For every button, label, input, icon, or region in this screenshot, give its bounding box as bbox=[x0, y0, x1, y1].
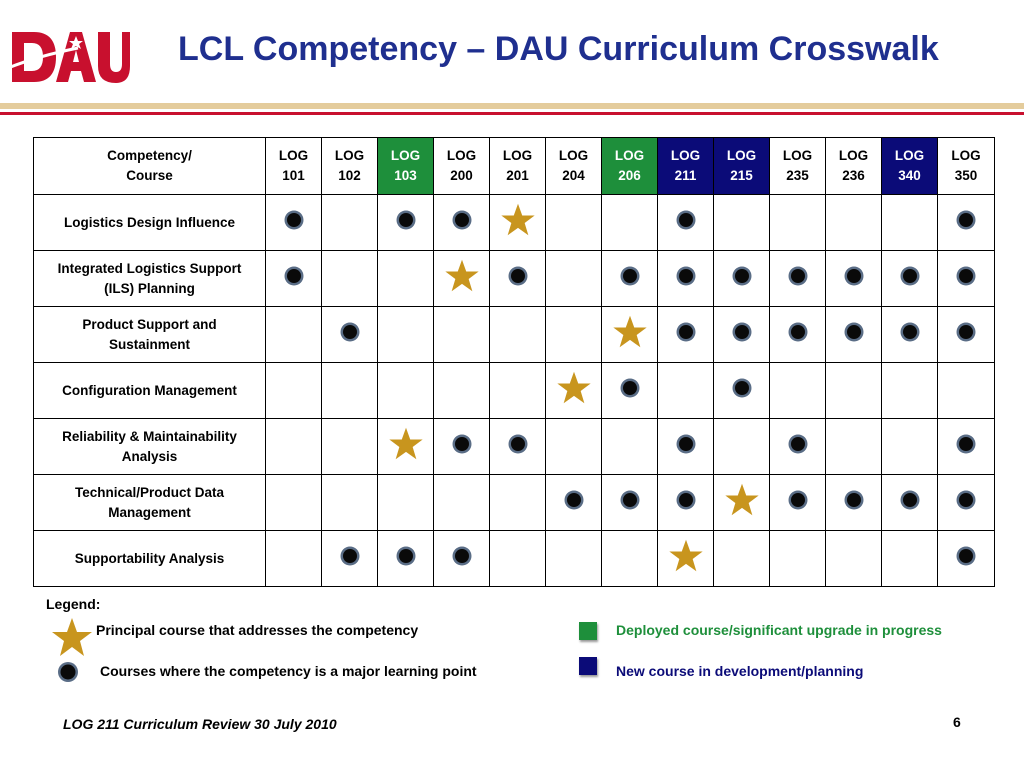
crosswalk-cell bbox=[378, 531, 434, 587]
table-row bbox=[34, 307, 995, 363]
crosswalk-cell bbox=[378, 307, 434, 363]
major-point-dot-icon bbox=[396, 210, 416, 230]
footer-text: LOG 211 Curriculum Review 30 July 2010 bbox=[63, 716, 337, 732]
crosswalk-cell bbox=[490, 419, 546, 475]
course-header-204 bbox=[546, 138, 602, 195]
crosswalk-cell bbox=[266, 363, 322, 419]
legend-dot-icon bbox=[57, 661, 79, 683]
crosswalk-cell bbox=[434, 195, 490, 251]
crosswalk-table bbox=[33, 137, 995, 587]
competency-label-line: Product Support and bbox=[82, 316, 217, 332]
crosswalk-cell bbox=[826, 419, 882, 475]
major-point-dot-icon bbox=[956, 266, 976, 286]
crosswalk-cell bbox=[266, 419, 322, 475]
crosswalk-cell bbox=[602, 363, 658, 419]
major-point-dot-icon bbox=[956, 490, 976, 510]
major-point-dot-icon bbox=[452, 546, 472, 566]
crosswalk-cell bbox=[714, 251, 770, 307]
course-header-200 bbox=[434, 138, 490, 195]
major-point-dot-icon bbox=[844, 266, 864, 286]
principal-course-star-icon bbox=[668, 538, 704, 574]
crosswalk-cell bbox=[714, 363, 770, 419]
crosswalk-cell bbox=[770, 363, 826, 419]
competency-label bbox=[34, 475, 266, 531]
crosswalk-cell bbox=[602, 307, 658, 363]
course-number: 200 bbox=[450, 168, 473, 183]
crosswalk-cell bbox=[714, 195, 770, 251]
crosswalk-cell bbox=[938, 195, 995, 251]
competency-label-line: Technical/Product Data bbox=[74, 484, 225, 500]
table-row bbox=[34, 363, 995, 419]
crosswalk-cell bbox=[882, 251, 938, 307]
course-number: 101 bbox=[282, 168, 305, 183]
crosswalk-cell bbox=[826, 363, 882, 419]
crosswalk-cell bbox=[266, 251, 322, 307]
crosswalk-cell bbox=[434, 419, 490, 475]
corner-header bbox=[34, 138, 266, 195]
table-body bbox=[34, 195, 995, 587]
crosswalk-cell bbox=[322, 363, 378, 419]
major-point-dot-icon bbox=[732, 378, 752, 398]
course-number: 204 bbox=[562, 168, 585, 183]
course-prefix: LOG bbox=[502, 148, 533, 163]
major-point-dot-icon bbox=[788, 434, 808, 454]
crosswalk-cell bbox=[770, 531, 826, 587]
course-prefix: LOG bbox=[334, 148, 365, 163]
crosswalk-cell bbox=[602, 531, 658, 587]
competency-label bbox=[34, 419, 266, 475]
competency-label bbox=[34, 195, 266, 251]
competency-label-line: (ILS) Planning bbox=[104, 280, 195, 296]
course-header-103 bbox=[378, 138, 434, 195]
crosswalk-cell bbox=[826, 251, 882, 307]
page-title: LCL Competency – DAU Curriculum Crosswalk bbox=[178, 30, 939, 68]
course-header-235 bbox=[770, 138, 826, 195]
crosswalk-cell bbox=[546, 531, 602, 587]
course-header-102 bbox=[322, 138, 378, 195]
course-header-206 bbox=[602, 138, 658, 195]
major-point-dot-icon bbox=[956, 210, 976, 230]
major-point-dot-icon bbox=[844, 322, 864, 342]
major-point-dot-icon bbox=[900, 490, 920, 510]
crosswalk-cell bbox=[490, 195, 546, 251]
crosswalk-cell bbox=[434, 363, 490, 419]
principal-course-star-icon bbox=[724, 482, 760, 518]
crosswalk-cell bbox=[434, 531, 490, 587]
crosswalk-cell bbox=[826, 475, 882, 531]
major-point-dot-icon bbox=[732, 266, 752, 286]
crosswalk-cell bbox=[322, 475, 378, 531]
crosswalk-cell bbox=[434, 475, 490, 531]
competency-label-line: Management bbox=[108, 504, 191, 520]
crosswalk-cell bbox=[546, 475, 602, 531]
crosswalk-cell bbox=[938, 307, 995, 363]
course-prefix: LOG bbox=[670, 148, 701, 163]
crosswalk-cell bbox=[434, 307, 490, 363]
course-prefix: LOG bbox=[446, 148, 477, 163]
crosswalk-cell bbox=[826, 307, 882, 363]
crosswalk-cell bbox=[938, 419, 995, 475]
course-number: 215 bbox=[730, 168, 753, 183]
course-number: 103 bbox=[394, 168, 417, 183]
page-number: 6 bbox=[953, 714, 961, 730]
course-prefix: LOG bbox=[951, 148, 981, 163]
crosswalk-cell bbox=[882, 195, 938, 251]
course-prefix: LOG bbox=[614, 148, 645, 163]
major-point-dot-icon bbox=[676, 210, 696, 230]
major-point-dot-icon bbox=[956, 546, 976, 566]
competency-label-line: Configuration Management bbox=[62, 382, 237, 398]
crosswalk-cell bbox=[546, 419, 602, 475]
course-number: 201 bbox=[506, 168, 529, 183]
major-point-dot-icon bbox=[788, 266, 808, 286]
major-point-dot-icon bbox=[396, 546, 416, 566]
major-point-dot-icon bbox=[844, 490, 864, 510]
crosswalk-cell bbox=[546, 307, 602, 363]
crosswalk-cell bbox=[434, 251, 490, 307]
crosswalk-cell bbox=[490, 251, 546, 307]
course-number: 350 bbox=[954, 168, 978, 183]
crosswalk-cell bbox=[882, 419, 938, 475]
major-point-dot-icon bbox=[564, 490, 584, 510]
crosswalk-cell bbox=[882, 475, 938, 531]
major-point-dot-icon bbox=[900, 322, 920, 342]
corner-header-line2: Course bbox=[126, 168, 173, 183]
crosswalk-cell bbox=[882, 363, 938, 419]
crosswalk-cell bbox=[714, 531, 770, 587]
major-point-dot-icon bbox=[956, 434, 976, 454]
major-point-dot-icon bbox=[900, 266, 920, 286]
course-header-211 bbox=[658, 138, 714, 195]
course-number: 340 bbox=[898, 168, 921, 183]
course-header-201 bbox=[490, 138, 546, 195]
table-row bbox=[34, 251, 995, 307]
principal-course-star-icon bbox=[612, 314, 648, 350]
crosswalk-cell bbox=[658, 251, 714, 307]
crosswalk-cell bbox=[266, 531, 322, 587]
corner-header-line1: Competency/ bbox=[107, 148, 192, 163]
competency-label-line: Reliability & Maintainability bbox=[62, 428, 237, 444]
major-point-dot-icon bbox=[284, 210, 304, 230]
crosswalk-cell bbox=[714, 307, 770, 363]
crosswalk-cell bbox=[602, 419, 658, 475]
crosswalk-cell bbox=[658, 475, 714, 531]
crosswalk-cell bbox=[266, 475, 322, 531]
competency-label bbox=[34, 531, 266, 587]
crosswalk-cell bbox=[378, 363, 434, 419]
course-prefix: LOG bbox=[782, 148, 813, 163]
crosswalk-cell bbox=[826, 195, 882, 251]
crosswalk-cell bbox=[658, 419, 714, 475]
major-point-dot-icon bbox=[788, 490, 808, 510]
major-point-dot-icon bbox=[508, 266, 528, 286]
crosswalk-cell bbox=[770, 475, 826, 531]
course-header-340 bbox=[882, 138, 938, 195]
crosswalk-cell bbox=[322, 251, 378, 307]
course-prefix: LOG bbox=[558, 148, 589, 163]
crosswalk-cell bbox=[714, 475, 770, 531]
principal-course-star-icon bbox=[500, 202, 536, 238]
course-header-101 bbox=[266, 138, 322, 195]
legend-star-icon bbox=[50, 615, 94, 659]
major-point-dot-icon bbox=[508, 434, 528, 454]
competency-label-line: Logistics Design Influence bbox=[63, 214, 236, 230]
table-row bbox=[34, 531, 995, 587]
gold-divider bbox=[0, 103, 1024, 109]
crosswalk-cell bbox=[378, 419, 434, 475]
crosswalk-cell bbox=[658, 307, 714, 363]
crosswalk-cell bbox=[490, 363, 546, 419]
major-point-dot-icon bbox=[620, 378, 640, 398]
crosswalk-cell bbox=[882, 307, 938, 363]
competency-label bbox=[34, 307, 266, 363]
major-point-dot-icon bbox=[340, 546, 360, 566]
crosswalk-cell bbox=[658, 363, 714, 419]
crosswalk-cell bbox=[602, 475, 658, 531]
major-point-dot-icon bbox=[788, 322, 808, 342]
legend-title: Legend: bbox=[46, 596, 101, 612]
major-point-dot-icon bbox=[620, 490, 640, 510]
legend-deployed-text: Deployed course/significant upgrade in progress bbox=[616, 622, 942, 638]
crosswalk-cell bbox=[602, 195, 658, 251]
crosswalk-cell bbox=[770, 419, 826, 475]
crosswalk-cell bbox=[266, 195, 322, 251]
red-divider bbox=[0, 112, 1024, 115]
crosswalk-cell bbox=[378, 475, 434, 531]
principal-course-star-icon bbox=[444, 258, 480, 294]
course-prefix: LOG bbox=[838, 148, 869, 163]
major-point-dot-icon bbox=[676, 266, 696, 286]
course-number: 211 bbox=[674, 168, 697, 183]
competency-label bbox=[34, 251, 266, 307]
major-point-dot-icon bbox=[284, 266, 304, 286]
major-point-dot-icon bbox=[676, 434, 696, 454]
competency-label-line: Analysis bbox=[121, 448, 178, 464]
crosswalk-cell bbox=[546, 251, 602, 307]
crosswalk-cell bbox=[490, 475, 546, 531]
crosswalk-cell bbox=[770, 251, 826, 307]
principal-course-star-icon bbox=[388, 426, 424, 462]
crosswalk-cell bbox=[938, 363, 995, 419]
crosswalk-cell bbox=[938, 251, 995, 307]
legend-deployed-swatch bbox=[579, 622, 597, 640]
header-row bbox=[34, 138, 995, 195]
principal-course-star-icon bbox=[556, 370, 592, 406]
table-row bbox=[34, 195, 995, 251]
crosswalk-cell bbox=[546, 195, 602, 251]
table-row bbox=[34, 475, 995, 531]
major-point-dot-icon bbox=[452, 434, 472, 454]
crosswalk-cell bbox=[882, 531, 938, 587]
course-header-236 bbox=[826, 138, 882, 195]
crosswalk-cell bbox=[378, 195, 434, 251]
crosswalk-cell bbox=[490, 307, 546, 363]
major-point-dot-icon bbox=[620, 266, 640, 286]
crosswalk-cell bbox=[322, 531, 378, 587]
course-header-215 bbox=[714, 138, 770, 195]
major-point-dot-icon bbox=[676, 490, 696, 510]
major-point-dot-icon bbox=[452, 210, 472, 230]
legend-new-text: New course in development/planning bbox=[616, 663, 864, 679]
crosswalk-cell bbox=[938, 475, 995, 531]
course-prefix: LOG bbox=[390, 148, 421, 163]
competency-label-line: Sustainment bbox=[108, 336, 190, 352]
table-row bbox=[34, 419, 995, 475]
crosswalk-cell bbox=[938, 531, 995, 587]
crosswalk-cell bbox=[322, 307, 378, 363]
course-number: 236 bbox=[842, 168, 865, 183]
major-point-dot-icon bbox=[956, 322, 976, 342]
crosswalk-cell bbox=[322, 195, 378, 251]
course-prefix: LOG bbox=[278, 148, 309, 163]
crosswalk-cell bbox=[826, 531, 882, 587]
legend-new-swatch bbox=[579, 657, 597, 675]
crosswalk-cell bbox=[658, 531, 714, 587]
course-number: 235 bbox=[786, 168, 809, 183]
course-prefix: LOG bbox=[726, 148, 757, 163]
legend-star-text: Principal course that addresses the competency bbox=[96, 622, 419, 638]
major-point-dot-icon bbox=[676, 322, 696, 342]
competency-label bbox=[34, 363, 266, 419]
competency-label-line: Supportability Analysis bbox=[74, 550, 225, 566]
crosswalk-cell bbox=[658, 195, 714, 251]
major-point-dot-icon bbox=[340, 322, 360, 342]
crosswalk-cell bbox=[714, 419, 770, 475]
course-header-350 bbox=[938, 138, 995, 195]
dau-logo bbox=[8, 28, 130, 86]
crosswalk-cell bbox=[490, 531, 546, 587]
major-point-dot-icon bbox=[732, 322, 752, 342]
crosswalk-cell bbox=[378, 251, 434, 307]
competency-label-line: Integrated Logistics Support bbox=[57, 260, 242, 276]
crosswalk-cell bbox=[266, 307, 322, 363]
legend-dot-text: Courses where the competency is a major learning point bbox=[100, 663, 477, 679]
crosswalk-cell bbox=[602, 251, 658, 307]
crosswalk-cell bbox=[770, 195, 826, 251]
course-prefix: LOG bbox=[894, 148, 925, 163]
crosswalk-cell bbox=[546, 363, 602, 419]
course-number: 102 bbox=[338, 168, 361, 183]
crosswalk-cell bbox=[322, 419, 378, 475]
crosswalk-cell bbox=[770, 307, 826, 363]
course-number: 206 bbox=[618, 168, 641, 183]
